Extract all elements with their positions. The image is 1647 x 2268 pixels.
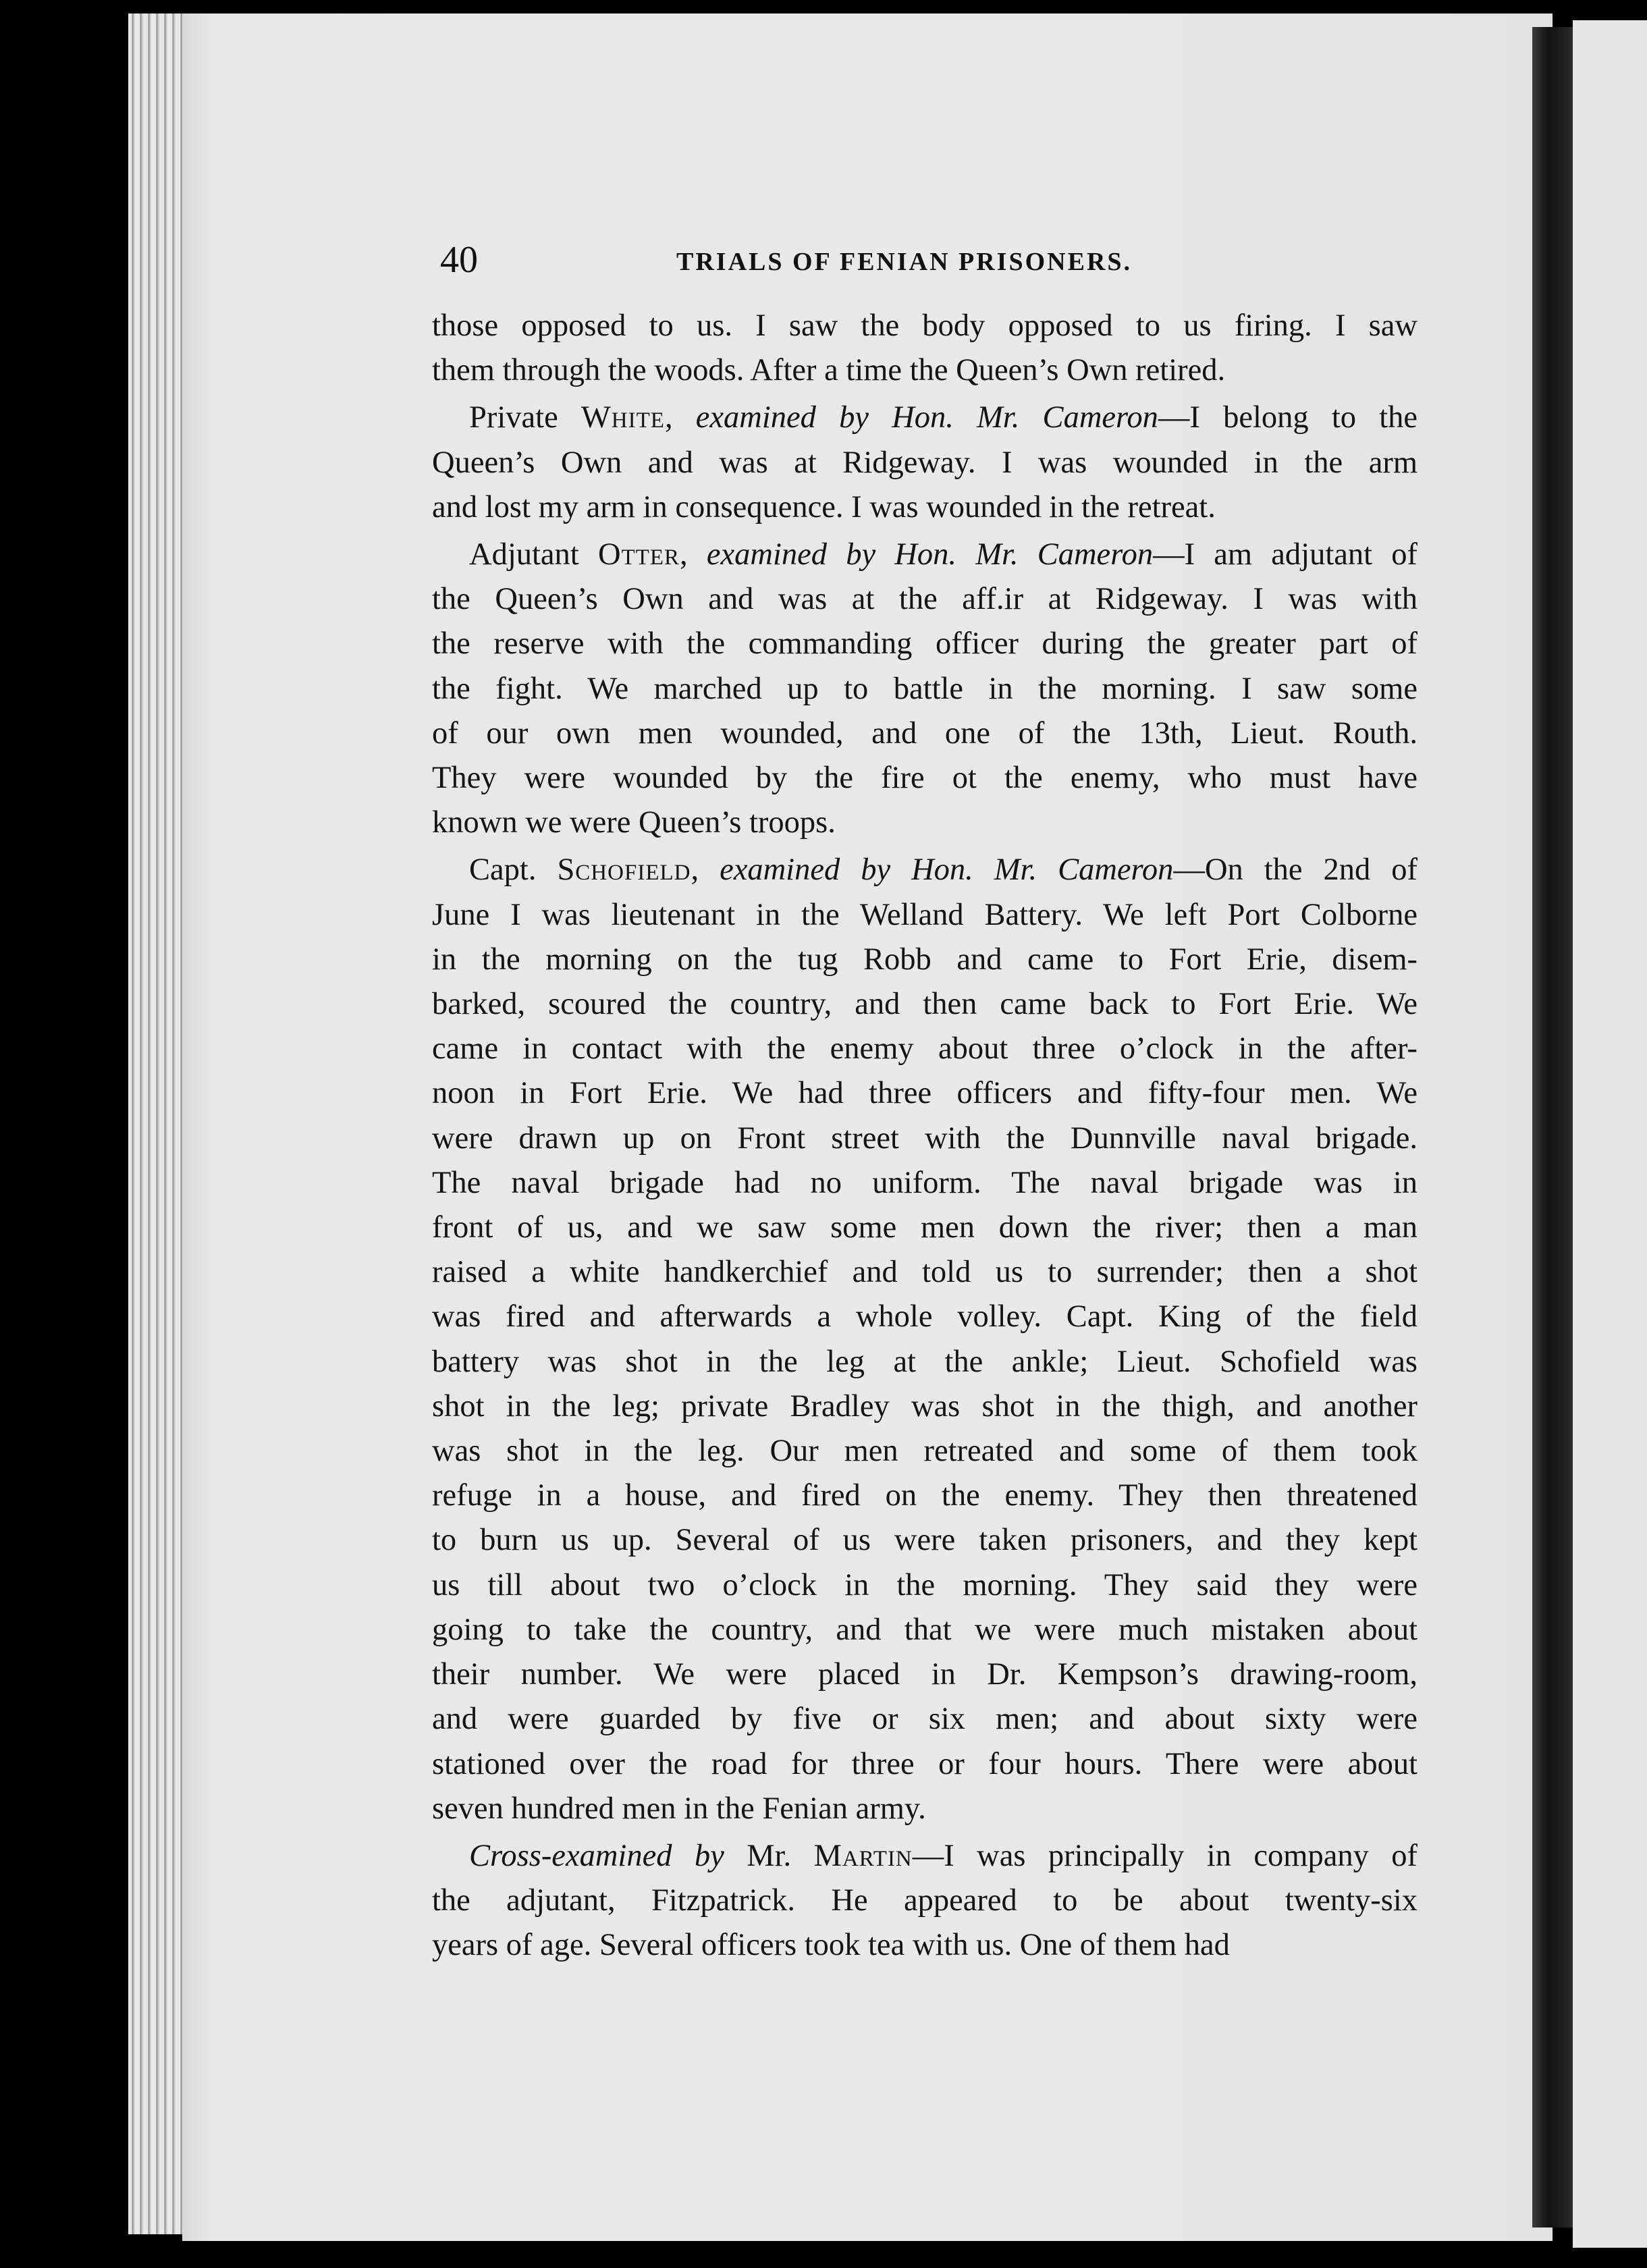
ink-speck [11, 250, 18, 256]
text-line: them through the woods. After a time the Queen’s Own retired. [432, 353, 1226, 388]
page-number: 40 [440, 239, 478, 281]
text-line: and lost my arm in consequence. I was wounded in the retreat. [432, 489, 1216, 524]
text-line: was shot in the leg. Our men retreated and some of them took [432, 1434, 1418, 1469]
text-line: the adjutant, Fitzpatrick. He appeared to be about twenty-six [432, 1883, 1418, 1918]
small-caps-name: Otter [597, 537, 680, 572]
italic-phrase: examined by Hon. Mr. Cameron [695, 400, 1158, 435]
book-gutter [1532, 27, 1573, 2228]
text-line: barked, scoured the country, and then came back to Fort Erie. We [432, 987, 1418, 1022]
italic-phrase: examined by Hon. Mr. Cameron [720, 853, 1174, 888]
facing-page-edge [1573, 20, 1647, 2248]
ink-speck [12, 202, 18, 220]
ink-speck [14, 236, 18, 246]
text-line: going to take the country, and that we were much mistaken about [432, 1612, 1418, 1647]
text-line: June I was lieutenant in the Welland Battery. We left Port Colborne [432, 897, 1418, 932]
text-line: front of us, and we saw some men down the river; then a man [432, 1210, 1418, 1245]
text-line: Adjutant Otter, examined by Hon. Mr. Cameron—I am adjutant of [469, 537, 1418, 572]
text-line: the fight. We marched up to battle in the morning. I saw some [432, 671, 1418, 706]
text-line: to burn us up. Several of us were taken prisoners, and they kept [432, 1523, 1418, 1558]
text-line: Queen’s Own and was at Ridgeway. I was wounded in the arm [432, 445, 1418, 480]
paragraph [432, 1834, 1418, 1968]
text-line: The naval brigade had no uniform. The naval brigade was in [432, 1165, 1418, 1200]
text-line: battery was shot in the leg at the ankle; Lieut. Schofield was [432, 1344, 1418, 1379]
text-line: stationed over the road for three or four hours. There were about [432, 1746, 1418, 1781]
text-line: Capt. Schofield, examined by Hon. Mr. Cameron—On the 2nd of [469, 853, 1418, 888]
text-line: their number. We were placed in Dr. Kempson’s drawing-room, [432, 1657, 1418, 1692]
text-line: seven hundred men in the Fenian army. [432, 1791, 926, 1826]
running-head: TRIALS OF FENIAN PRISONERS. [676, 248, 1133, 276]
text-line: noon in Fort Erie. We had three officers and fifty-four men. We [432, 1076, 1418, 1111]
italic-phrase: examined by Hon. Mr. Cameron [706, 537, 1154, 572]
text-line: known we were Queen’s troops. [432, 805, 836, 840]
paragraph [432, 304, 1418, 393]
text-line: Private White, examined by Hon. Mr. Cameron—I belong to the [469, 400, 1418, 435]
text-line: shot in the leg; private Bradley was shot in the thigh, and another [432, 1388, 1418, 1424]
paragraph [432, 533, 1418, 845]
text-line: were drawn up on Front street with the Dunnville naval brigade. [432, 1120, 1418, 1156]
ink-speck [27, 290, 30, 294]
text-line: the Queen’s Own and was at the aff.ir at Ridgeway. I was with [432, 582, 1418, 617]
text-line: us till about two o’clock in the morning. They said they were [432, 1567, 1418, 1602]
text-line: came in contact with the enemy about three o’clock in the after- [432, 1031, 1418, 1066]
paragraph [432, 396, 1418, 530]
text-line: years of age. Several officers took tea with us. One of them had [432, 1928, 1230, 1963]
text-line: refuge in a house, and fired on the enemy. They then threatened [432, 1478, 1418, 1513]
small-caps-name: Martin [813, 1838, 913, 1873]
italic-phrase: Cross-examined by [469, 1838, 724, 1873]
text-line: the reserve with the commanding officer during the greater part of [432, 626, 1418, 662]
text-line: They were wounded by the fire ot the enemy, who must have [432, 761, 1418, 796]
small-caps-name: White [580, 400, 665, 435]
text-line: and were guarded by five or six men; and about sixty were [432, 1702, 1418, 1737]
text-line: in the morning on the tug Robb and came to Fort Erie, disem- [432, 942, 1418, 977]
page-header [440, 233, 1419, 287]
text-line: Cross-examined by Mr. Martin—I was principally in company of [469, 1838, 1418, 1873]
small-caps-name: Schofield [557, 853, 691, 888]
text-line: raised a white handkerchief and told us to surrender; then a shot [432, 1255, 1418, 1290]
text-line: of our own men wounded, and one of the 13th, Lieut. Routh. [432, 716, 1418, 751]
text-line: was fired and afterwards a whole volley. Capt. King of the field [432, 1299, 1418, 1334]
text-line: those opposed to us. I saw the body opposed to us firing. I saw [432, 308, 1418, 343]
body-text [432, 304, 1418, 1968]
paragraph [432, 848, 1418, 1831]
page-edges [128, 14, 189, 2234]
